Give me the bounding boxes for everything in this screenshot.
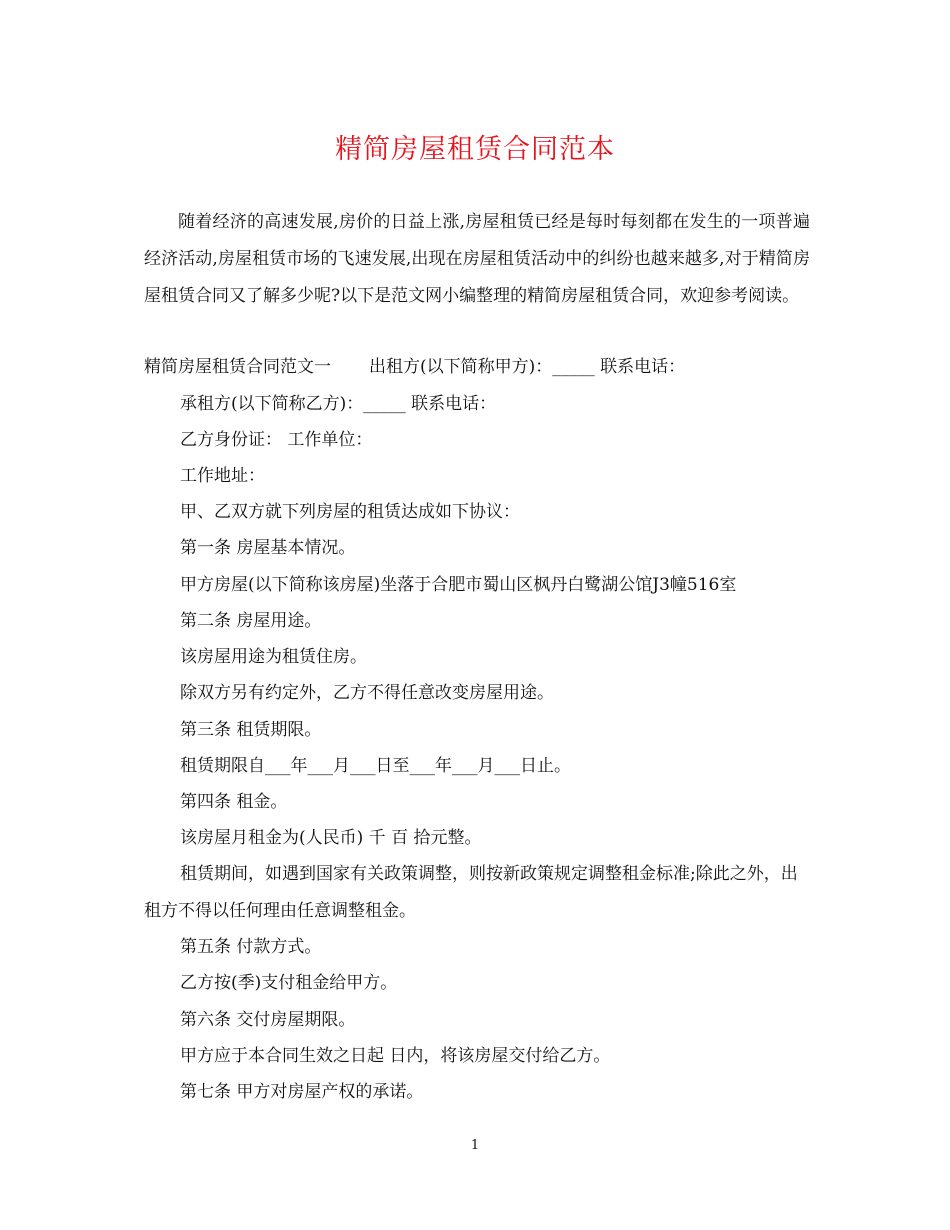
rent-adjustment-paragraph: 租赁期间，如遇到国家有关政策调整，则按新政策规定调整租金标准;除此之外，出租方不得以任何理由任意调整租金。: [144, 864, 798, 921]
sample-header-line: [144, 355, 685, 379]
article-6-heading: 第六条 交付房屋期限。: [180, 1010, 356, 1030]
lessor-line: 出租方(以下简称甲方)：_____ 联系电话：: [369, 357, 686, 377]
id-work-line: 乙方身份证： 工作单位：: [180, 430, 373, 450]
work-address-line: 工作地址：: [180, 466, 265, 486]
sample-label: 精简房屋租赁合同范文一: [144, 357, 331, 377]
payment-line: 乙方按(季)支付租金给甲方。: [180, 973, 398, 993]
article-2-heading: 第二条 房屋用途。: [180, 611, 322, 631]
intro-paragraph: 随着经济的高速发展,房价的日益上涨,房屋租赁已经是每时每刻都在发生的一项普遍经济活动,房屋租赁市场的飞速发展,出现在房屋租赁活动中的纠纷也越来越多,对于精简房屋租赁合同又了解多少呢?以下是范文网小编整理的精简房屋租赁合同，欢迎参考阅读。: [144, 212, 810, 306]
article-7-heading: 第七条 甲方对房屋产权的承诺。: [180, 1082, 424, 1102]
article-3-heading: 第三条 租赁期限。: [180, 720, 322, 740]
article-4-heading: 第四条 租金。: [180, 792, 288, 812]
usage-line: 该房屋用途为租赁住房。: [180, 647, 367, 667]
page-number: 1: [470, 1138, 480, 1153]
monthly-rent-line: 该房屋月租金为(人民币) 千 百 拾元整。: [180, 828, 482, 848]
agreement-line: 甲、乙双方就下列房屋的租赁达成如下协议：: [180, 502, 520, 522]
document-title: 精简房屋租赁合同范本: [335, 134, 615, 165]
property-location-line: 甲方房屋(以下简称该房屋)坐落于合肥市蜀山区枫丹白鹭湖公馆J3幢516室: [180, 575, 737, 595]
usage-restriction-line: 除双方另有约定外，乙方不得任意改变房屋用途。: [180, 683, 554, 703]
lease-term-line: 租赁期限自___年___月___日至___年___月___日止。: [180, 756, 571, 776]
article-5-heading: 第五条 付款方式。: [180, 937, 322, 957]
lessee-line: 承租方(以下简称乙方)：_____ 联系电话：: [180, 394, 497, 414]
delivery-line: 甲方应于本合同生效之日起 日内，将该房屋交付给乙方。: [180, 1046, 611, 1066]
article-1-heading: 第一条 房屋基本情况。: [180, 538, 356, 558]
